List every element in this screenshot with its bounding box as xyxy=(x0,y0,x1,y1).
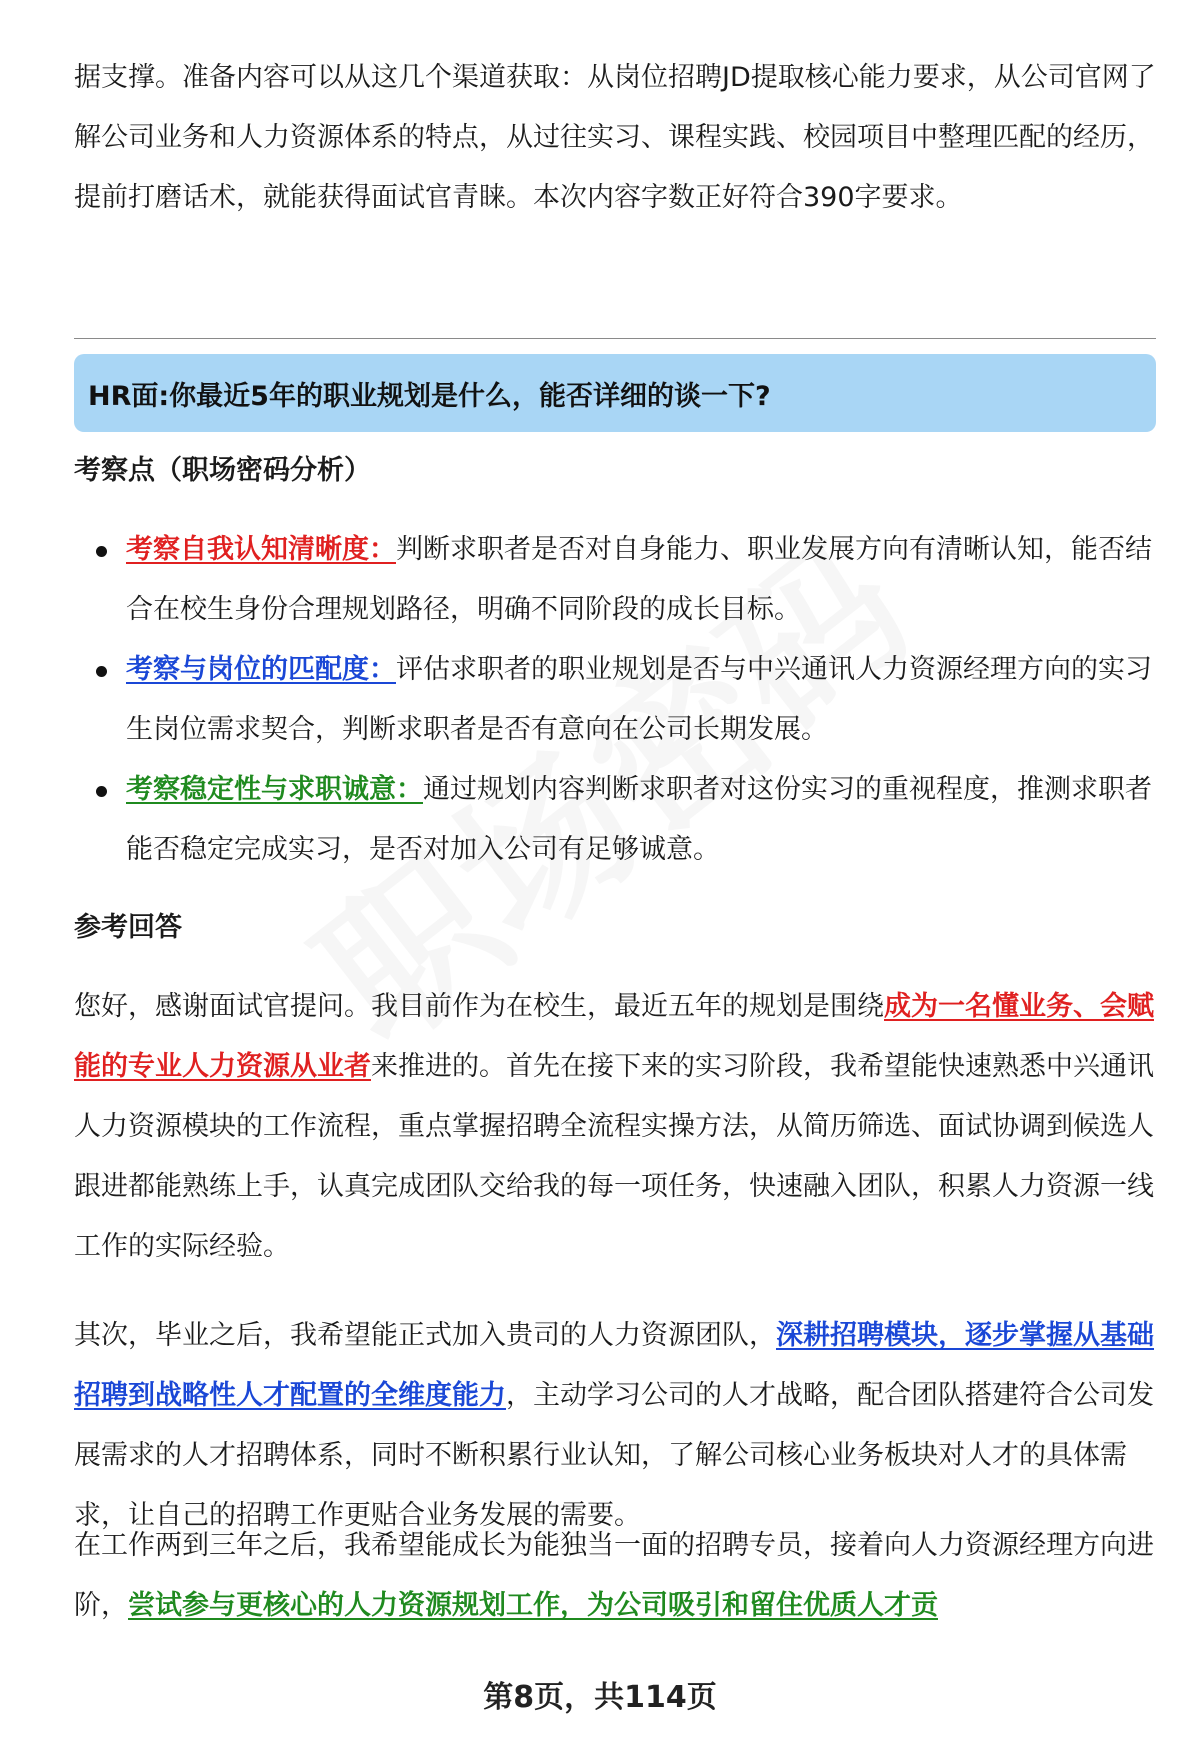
answer-paragraph-2 xyxy=(74,1306,1156,1546)
list-item xyxy=(74,520,1156,640)
analysis-list xyxy=(74,520,1156,880)
bullet-icon xyxy=(96,546,107,557)
item-text: 判断求职者是否对自身能力、职业发展方向有清晰认知，能否结合在校生身份合理规划路径，明确不同阶段的成长目标。 xyxy=(126,534,1152,625)
list-item xyxy=(74,760,1156,880)
answer-text: 来推进的。首先在接下来的实习阶段，我希望能快速熟悉中兴通讯人力资源模块的工作流程，重点掌握招聘全流程实操方法，从简历筛选、面试协调到候选人跟进都能熟练上手，认真完成团队交给我的每一项任务，快速融入团队，积累人力资源一线工作的实际经验。 xyxy=(74,1051,1154,1262)
answer-text: 您好，感谢面试官提问。我目前作为在校生，最近五年的规划是围绕 xyxy=(74,991,884,1022)
answer-text: 其次，毕业之后，我希望能正式加入贵司的人力资源团队， xyxy=(74,1320,776,1351)
highlight-text: 尝试参与更核心的人力资源规划工作，为公司吸引和留住优质人才贡 xyxy=(128,1590,938,1621)
list-item xyxy=(74,640,1156,760)
item-text: 评估求职者的职业规划是否与中兴通讯人力资源经理方向的实习生岗位需求契合，判断求职者是否有意向在公司长期发展。 xyxy=(126,654,1152,745)
bullet-icon xyxy=(96,786,107,797)
item-label: 考察与岗位的匹配度： xyxy=(126,654,396,685)
answer-paragraph-3 xyxy=(74,1516,1156,1636)
bullet-icon xyxy=(96,666,107,677)
answer-text: 在工作两到三年之后，我希望能成长为能独当一面的招聘专员，接着向人力资源经理方向进阶， xyxy=(74,1530,1154,1621)
item-label: 考察自我认知清晰度： xyxy=(126,534,396,565)
item-label: 考察稳定性与求职诚意： xyxy=(126,774,423,805)
section-divider xyxy=(74,338,1156,339)
analysis-heading: 考察点（职场密码分析） xyxy=(74,455,371,486)
question-banner xyxy=(74,354,1156,432)
answer-paragraph-1 xyxy=(74,977,1156,1277)
intro-paragraph: 据支撑。准备内容可以从这几个渠道获取：从岗位招聘JD提取核心能力要求，从公司官网了解公司业务和人力资源体系的特点，从过往实习、课程实践、校园项目中整理匹配的经历，提前打磨话术，就能获得面试官青睐。本次内容字数正好符合390字要求。 xyxy=(74,62,1156,213)
question-text: HR面:你最近5年的职业规划是什么，能否详细的谈一下? xyxy=(88,380,771,412)
page-number: 第8页，共114页 xyxy=(483,1680,717,1715)
highlight-text: 成为一名懂业务、会赋能的专业人力资源从业者 xyxy=(74,991,1154,1082)
answer-heading: 参考回答 xyxy=(74,912,182,943)
answer-text: ，主动学习公司的人才战略，配合团队搭建符合公司发展需求的人才招聘体系，同时不断积累行业认知，了解公司核心业务板块对人才的具体需求，让自己的招聘工作更贴合业务发展的需要。 xyxy=(74,1380,1154,1531)
highlight-text: 深耕招聘模块，逐步掌握从基础招聘到战略性人才配置的全维度能力 xyxy=(74,1320,1154,1411)
item-text: 通过规划内容判断求职者对这份实习的重视程度，推测求职者能否稳定完成实习，是否对加入公司有足够诚意。 xyxy=(126,774,1152,865)
